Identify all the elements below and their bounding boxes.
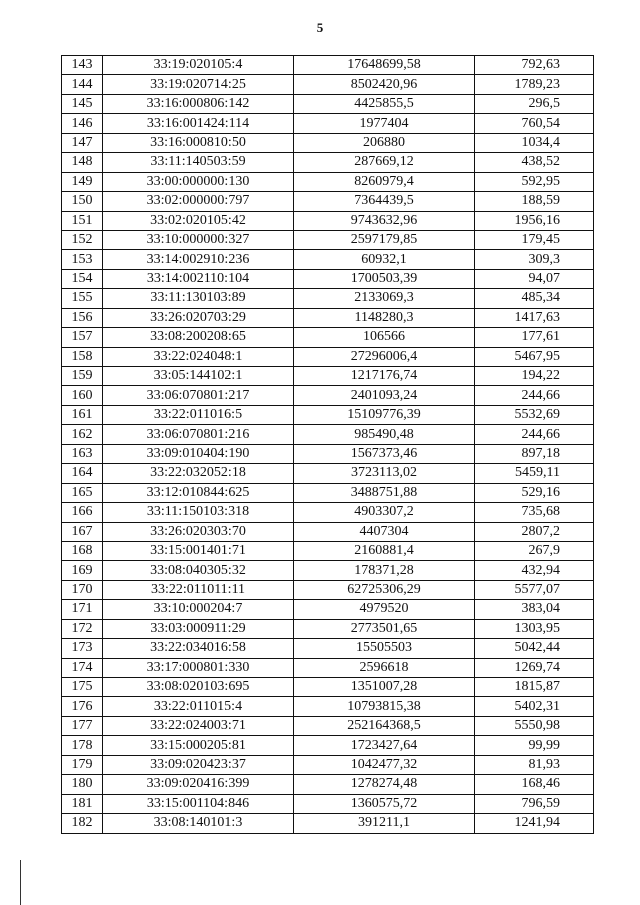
cadastral-value-cell: 2160881,4 (294, 541, 475, 560)
cadastral-value-cell: 10793815,38 (294, 697, 475, 716)
specific-value-cell: 485,34 (475, 289, 594, 308)
cadastral-number-cell: 33:14:002110:104 (103, 269, 294, 288)
cadastral-value-cell: 1567373,46 (294, 444, 475, 463)
row-number-cell: 143 (62, 56, 103, 75)
cadastral-number-cell: 33:09:010404:190 (103, 444, 294, 463)
row-number-cell: 144 (62, 75, 103, 94)
cadastral-number-cell: 33:09:020423:37 (103, 755, 294, 774)
cadastral-value-cell: 287669,12 (294, 153, 475, 172)
specific-value-cell: 194,22 (475, 367, 594, 386)
cadastral-number-cell: 33:22:011015:4 (103, 697, 294, 716)
cadastral-number-cell: 33:10:000000:327 (103, 230, 294, 249)
row-number-cell: 166 (62, 503, 103, 522)
cadastral-number-cell: 33:22:032052:18 (103, 464, 294, 483)
cadastral-value-cell: 2773501,65 (294, 619, 475, 638)
specific-value-cell: 1789,23 (475, 75, 594, 94)
table-row (62, 211, 594, 230)
cadastral-number-cell: 33:16:000810:50 (103, 133, 294, 152)
table-row (62, 269, 594, 288)
cadastral-value-cell: 17648699,58 (294, 56, 475, 75)
cadastral-number-cell: 33:02:020105:42 (103, 211, 294, 230)
cadastral-value-cell: 7364439,5 (294, 192, 475, 211)
row-number-cell: 181 (62, 794, 103, 813)
specific-value-cell: 1417,63 (475, 308, 594, 327)
table-row (62, 814, 594, 833)
specific-value-cell: 188,59 (475, 192, 594, 211)
row-number-cell: 173 (62, 639, 103, 658)
table-row (62, 794, 594, 813)
table-row (62, 658, 594, 677)
cadastral-value-cell: 2596618 (294, 658, 475, 677)
row-number-cell: 149 (62, 172, 103, 191)
cadastral-number-cell: 33:14:002910:236 (103, 250, 294, 269)
specific-value-cell: 244,66 (475, 386, 594, 405)
cadastral-value-cell: 1723427,64 (294, 736, 475, 755)
specific-value-cell: 267,9 (475, 541, 594, 560)
table-row (62, 464, 594, 483)
table-row (62, 678, 594, 697)
cadastral-value-cell: 206880 (294, 133, 475, 152)
cadastral-number-cell: 33:15:001401:71 (103, 541, 294, 560)
row-number-cell: 162 (62, 425, 103, 444)
table-row (62, 716, 594, 735)
specific-value-cell: 5550,98 (475, 716, 594, 735)
specific-value-cell: 179,45 (475, 230, 594, 249)
row-number-cell: 169 (62, 561, 103, 580)
table-row (62, 580, 594, 599)
cadastral-value-cell: 1042477,32 (294, 755, 475, 774)
cadastral-number-cell: 33:22:024048:1 (103, 347, 294, 366)
cadastral-value-cell: 1278274,48 (294, 775, 475, 794)
specific-value-cell: 529,16 (475, 483, 594, 502)
cadastral-number-cell: 33:26:020303:70 (103, 522, 294, 541)
cadastral-number-cell: 33:16:000806:142 (103, 94, 294, 113)
row-number-cell: 156 (62, 308, 103, 327)
specific-value-cell: 5042,44 (475, 639, 594, 658)
cadastral-value-cell: 4903307,2 (294, 503, 475, 522)
row-number-cell: 160 (62, 386, 103, 405)
table-row (62, 405, 594, 424)
cadastral-value-cell: 2597179,85 (294, 230, 475, 249)
cadastral-value-cell: 4425855,5 (294, 94, 475, 113)
table-row (62, 444, 594, 463)
cadastral-value-cell: 985490,48 (294, 425, 475, 444)
cadastral-number-cell: 33:22:011016:5 (103, 405, 294, 424)
specific-value-cell: 5459,11 (475, 464, 594, 483)
cadastral-value-cell: 60932,1 (294, 250, 475, 269)
row-number-cell: 168 (62, 541, 103, 560)
specific-value-cell: 735,68 (475, 503, 594, 522)
row-number-cell: 155 (62, 289, 103, 308)
cadastral-value-cell: 9743632,96 (294, 211, 475, 230)
cadastral-number-cell: 33:15:001104:846 (103, 794, 294, 813)
specific-value-cell: 5467,95 (475, 347, 594, 366)
row-number-cell: 159 (62, 367, 103, 386)
row-number-cell: 171 (62, 600, 103, 619)
specific-value-cell: 383,04 (475, 600, 594, 619)
cadastral-number-cell: 33:22:011011:11 (103, 580, 294, 599)
table-row (62, 541, 594, 560)
specific-value-cell: 1241,94 (475, 814, 594, 833)
row-number-cell: 152 (62, 230, 103, 249)
cadastral-number-cell: 33:06:070801:217 (103, 386, 294, 405)
cadastral-number-cell: 33:26:020703:29 (103, 308, 294, 327)
cadastral-value-cell: 2401093,24 (294, 386, 475, 405)
table-row (62, 736, 594, 755)
row-number-cell: 157 (62, 328, 103, 347)
specific-value-cell: 5402,31 (475, 697, 594, 716)
cadastral-number-cell: 33:11:140503:59 (103, 153, 294, 172)
row-number-cell: 145 (62, 94, 103, 113)
cadastral-number-cell: 33:08:020103:695 (103, 678, 294, 697)
table-row (62, 483, 594, 502)
specific-value-cell: 1269,74 (475, 658, 594, 677)
row-number-cell: 150 (62, 192, 103, 211)
specific-value-cell: 244,66 (475, 425, 594, 444)
row-number-cell: 153 (62, 250, 103, 269)
cadastral-number-cell: 33:11:130103:89 (103, 289, 294, 308)
table-row (62, 347, 594, 366)
cadastral-number-cell: 33:19:020105:4 (103, 56, 294, 75)
cadastral-number-cell: 33:12:010844:625 (103, 483, 294, 502)
cadastral-number-cell: 33:03:000911:29 (103, 619, 294, 638)
row-number-cell: 170 (62, 580, 103, 599)
cadastral-number-cell: 33:08:200208:65 (103, 328, 294, 347)
row-number-cell: 154 (62, 269, 103, 288)
cadastral-number-cell: 33:06:070801:216 (103, 425, 294, 444)
cadastral-number-cell: 33:08:040305:32 (103, 561, 294, 580)
specific-value-cell: 81,93 (475, 755, 594, 774)
row-number-cell: 161 (62, 405, 103, 424)
cadastral-value-cell: 2133069,3 (294, 289, 475, 308)
cadastral-value-cell: 15505503 (294, 639, 475, 658)
cadastral-value-cell: 1977404 (294, 114, 475, 133)
page-number: 5 (316, 20, 324, 35)
cadastral-value-cell: 178371,28 (294, 561, 475, 580)
row-number-cell: 147 (62, 133, 103, 152)
table-row (62, 75, 594, 94)
table-body (62, 56, 594, 834)
specific-value-cell: 177,61 (475, 328, 594, 347)
specific-value-cell: 5532,69 (475, 405, 594, 424)
cadastral-number-cell: 33:16:001424:114 (103, 114, 294, 133)
row-number-cell: 175 (62, 678, 103, 697)
table-row (62, 639, 594, 658)
cadastral-value-cell: 1700503,39 (294, 269, 475, 288)
cadastral-number-cell: 33:11:150103:318 (103, 503, 294, 522)
table-row (62, 114, 594, 133)
table-row (62, 755, 594, 774)
cadastral-value-cell: 8502420,96 (294, 75, 475, 94)
row-number-cell: 151 (62, 211, 103, 230)
row-number-cell: 158 (62, 347, 103, 366)
cadastral-number-cell: 33:08:140101:3 (103, 814, 294, 833)
cadastral-value-cell: 4407304 (294, 522, 475, 541)
row-number-cell: 179 (62, 755, 103, 774)
table-row (62, 522, 594, 541)
cadastral-number-cell: 33:00:000000:130 (103, 172, 294, 191)
table-row (62, 386, 594, 405)
cadastral-value-cell: 62725306,29 (294, 580, 475, 599)
row-number-cell: 180 (62, 775, 103, 794)
table-row (62, 230, 594, 249)
cadastral-number-cell: 33:02:000000:797 (103, 192, 294, 211)
cadastral-value-cell: 1360575,72 (294, 794, 475, 813)
page-edge-divider (20, 860, 21, 905)
specific-value-cell: 897,18 (475, 444, 594, 463)
cadastral-value-cell: 8260979,4 (294, 172, 475, 191)
table-row (62, 619, 594, 638)
specific-value-cell: 1303,95 (475, 619, 594, 638)
cadastral-value-cell: 1217176,74 (294, 367, 475, 386)
cadastral-value-cell: 391211,1 (294, 814, 475, 833)
specific-value-cell: 296,5 (475, 94, 594, 113)
table-row (62, 328, 594, 347)
cadastral-value-cell: 1351007,28 (294, 678, 475, 697)
row-number-cell: 164 (62, 464, 103, 483)
specific-value-cell: 1034,4 (475, 133, 594, 152)
table-row (62, 56, 594, 75)
cadastral-value-cell: 3723113,02 (294, 464, 475, 483)
table-row (62, 153, 594, 172)
table-row (62, 250, 594, 269)
cadastral-value-cell: 15109776,39 (294, 405, 475, 424)
cadastral-value-table (61, 55, 594, 834)
row-number-cell: 178 (62, 736, 103, 755)
cadastral-value-cell: 3488751,88 (294, 483, 475, 502)
table-row (62, 425, 594, 444)
specific-value-cell: 5577,07 (475, 580, 594, 599)
specific-value-cell: 760,54 (475, 114, 594, 133)
row-number-cell: 167 (62, 522, 103, 541)
table-row (62, 367, 594, 386)
row-number-cell: 172 (62, 619, 103, 638)
table-row (62, 697, 594, 716)
row-number-cell: 174 (62, 658, 103, 677)
cadastral-number-cell: 33:15:000205:81 (103, 736, 294, 755)
specific-value-cell: 592,95 (475, 172, 594, 191)
specific-value-cell: 1815,87 (475, 678, 594, 697)
cadastral-number-cell: 33:22:024003:71 (103, 716, 294, 735)
table-row (62, 289, 594, 308)
cadastral-number-cell: 33:05:144102:1 (103, 367, 294, 386)
cadastral-number-cell: 33:09:020416:399 (103, 775, 294, 794)
row-number-cell: 146 (62, 114, 103, 133)
row-number-cell: 176 (62, 697, 103, 716)
cadastral-number-cell: 33:10:000204:7 (103, 600, 294, 619)
specific-value-cell: 796,59 (475, 794, 594, 813)
specific-value-cell: 99,99 (475, 736, 594, 755)
cadastral-value-cell: 252164368,5 (294, 716, 475, 735)
table-row (62, 503, 594, 522)
specific-value-cell: 309,3 (475, 250, 594, 269)
table-row (62, 561, 594, 580)
cadastral-number-cell: 33:19:020714:25 (103, 75, 294, 94)
table-row (62, 192, 594, 211)
specific-value-cell: 168,46 (475, 775, 594, 794)
row-number-cell: 163 (62, 444, 103, 463)
cadastral-number-cell: 33:17:000801:330 (103, 658, 294, 677)
cadastral-value-cell: 1148280,3 (294, 308, 475, 327)
specific-value-cell: 94,07 (475, 269, 594, 288)
table-row (62, 133, 594, 152)
row-number-cell: 148 (62, 153, 103, 172)
cadastral-value-cell: 4979520 (294, 600, 475, 619)
table-row (62, 600, 594, 619)
cadastral-value-cell: 27296006,4 (294, 347, 475, 366)
cadastral-number-cell: 33:22:034016:58 (103, 639, 294, 658)
table-row (62, 172, 594, 191)
specific-value-cell: 2807,2 (475, 522, 594, 541)
specific-value-cell: 438,52 (475, 153, 594, 172)
table-row (62, 94, 594, 113)
specific-value-cell: 432,94 (475, 561, 594, 580)
row-number-cell: 177 (62, 716, 103, 735)
row-number-cell: 182 (62, 814, 103, 833)
table-row (62, 308, 594, 327)
specific-value-cell: 1956,16 (475, 211, 594, 230)
specific-value-cell: 792,63 (475, 56, 594, 75)
cadastral-value-cell: 106566 (294, 328, 475, 347)
row-number-cell: 165 (62, 483, 103, 502)
table-row (62, 775, 594, 794)
